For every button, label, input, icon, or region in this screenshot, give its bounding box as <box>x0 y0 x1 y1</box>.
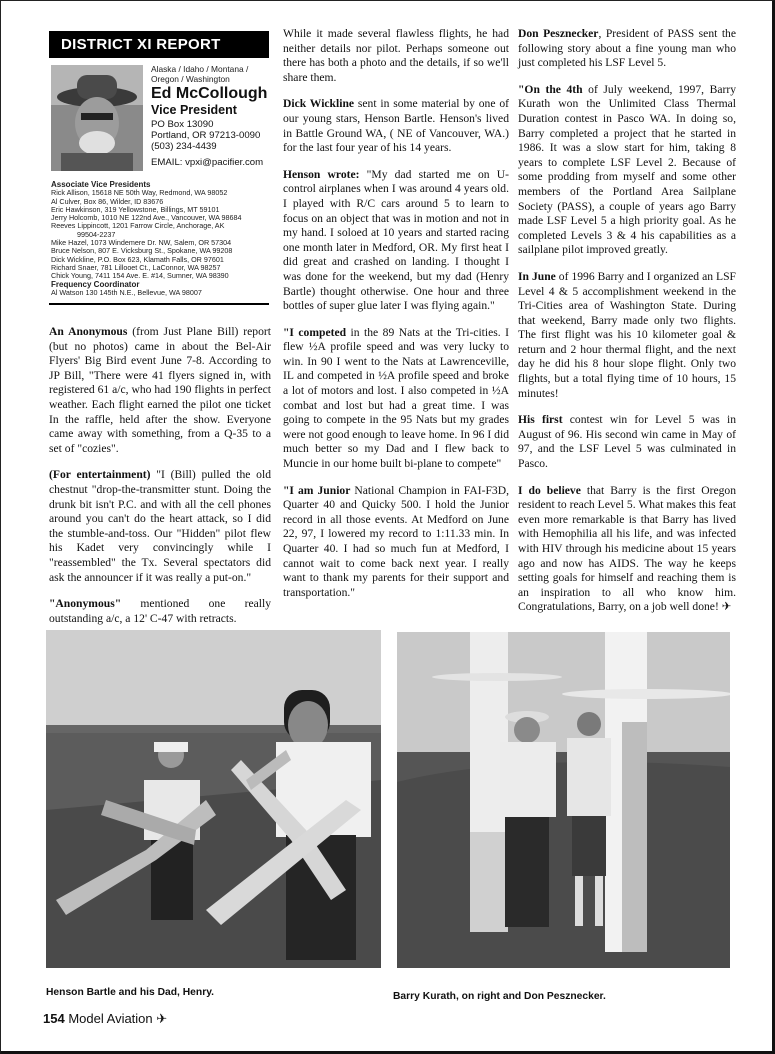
assoc-line: Bruce Nelson, 807 E. Vicksburg St., Spokane, WA 99208 <box>51 246 233 256</box>
page-number: 154 <box>43 1011 65 1026</box>
paragraph: Henson wrote: "My dad started me on U-control airplanes when I was around 4 years old. I played with R/C cars around 5 to learn to focus on an object that was in motion and not in my hand. I soloed at 10 years and started racing one month later in Medford, OR. My first heat I did great and crashed on landing. I thought I was done for the weekend, but my dad (Henry Bartle) thought otherwise. One hour and three bottles of super glue later I was flying again." <box>283 167 509 313</box>
paragraph: Dick Wickline sent in some material by one of our young stars, Henson Bartle. Henson's lived in Battle Ground WA, ( NE of Vancouver, WA.) for the last four year of his 14 years. <box>283 97 509 155</box>
column-2 <box>283 27 509 612</box>
vp-address: PO Box 13090 Portland, OR 97213-0090 (503) 234-4439 <box>151 119 261 152</box>
page-footer <box>43 1011 167 1027</box>
assoc-line: Rick Allison, 15618 NE 50th Way, Redmond, WA 98052 <box>51 188 228 198</box>
vp-name: Ed McCollough <box>151 85 268 102</box>
caption-left: Henson Bartle and his Dad, Henry. <box>46 987 215 998</box>
section-title: DISTRICT XI REPORT <box>49 31 269 58</box>
column-3 <box>518 27 736 627</box>
assoc-line: 99504-2237 <box>77 229 116 239</box>
vp-contact-block <box>151 64 276 168</box>
assoc-heading: Associate Vice Presidents <box>51 180 151 189</box>
assoc-line: Chick Young, 7411 154 Ave. E. #14, Sumner, WA 98390 <box>51 271 229 281</box>
paragraph: "Anonymous" mentioned one really outstanding a/c, a 12' C-47 with retracts. <box>49 597 271 625</box>
column-1 <box>49 325 271 638</box>
paragraph: I do believe that Barry is the first Oregon resident to reach Level 5. What makes this feat even more remarkable is that Barry has lived with Hemophilia all his life, and was infected with HIV through his medicine about 15 years ago and now has AIDS. The way he keeps setting goals for himself and reaching them is an inspiration to all who know him. Congratulations, Barry, on a job well done! ✈ <box>518 483 737 614</box>
district-states: Alaska / Idaho / Montana / Oregon / Washington <box>151 64 249 84</box>
paragraph: An Anonymous (from Just Plane Bill) report (but no photos) came in about the Bel-Air Flyers' Big Bird event June 7-8. According to JP Bill, "There were 41 flyers signed in, with registered 61 a/c, who had 190 flights in perfect weather. Each flight earned the pilot one ticket In the raffle, held after the show. Everyone came away with something, from a Q-35 to a set of "cozies". <box>49 325 271 455</box>
assoc-line: Dick Wickline, P.O. Box 623, Klamath Falls, OR 97601 <box>51 254 224 264</box>
assoc-line: Mike Hazel, 1073 Windemere Dr. NW, Salem, OR 57304 <box>51 238 232 248</box>
assoc-line: Richard Snaer, 781 Lillooet Ct., LaConnor, WA 98257 <box>51 262 221 272</box>
paragraph: Don Pesznecker, President of PASS sent the following story about a fine young man who just completed his LSF Level 5. <box>518 27 736 70</box>
photo-barry-and-don <box>397 632 730 968</box>
assoc-line: Reeves Lippincott, 1201 Farrow Circle, Anchorage, AK <box>51 221 225 231</box>
assoc-line: Al Culver, Box 86, Wilder, ID 83676 <box>51 196 164 206</box>
paragraph: While it made several flawless flights, he had neither details nor pilot. Perhaps someone out there has both a photo and the details, if so we'll share them. <box>283 27 509 84</box>
paragraph: In June of 1996 Barry and I organized an LSF Level 4 & 5 accomplishment weekend in the Tri-Cities area of Washington State. During that weekend, Barry made only two flights. The first flight was his 10 kilometer goal & return and 2 hour thermal flight, and the next day he did his 8 hour slope flight. Only two flights, but a total flying time of 10 hours, 15 minutes! <box>518 269 736 400</box>
vp-title: Vice President <box>151 103 237 117</box>
vp-portrait-photo <box>51 65 143 171</box>
assoc-line: Jerry Holcomb, 1010 NE 122nd Ave., Vancouver, WA 98684 <box>51 213 242 223</box>
caption-right: Barry Kurath, on right and Don Pesznecker. <box>393 991 606 1002</box>
freq-line: Al Watson 130 145th N.E., Bellevue, WA 98007 <box>51 287 202 297</box>
assoc-line: Eric Hawkinson, 319 Yellowstone, Billings, MT 59101 <box>51 204 220 214</box>
divider <box>49 303 269 305</box>
paragraph: "I am Junior National Champion in FAI-F3D, Quarter 40 and Quicky 500. I hold the Junior record in all those events. At Medford on June 22, 97, I lowered my record to 1:11.33 min. In Quarter 40. I had so much fun at Medford, I cannot wait to come back next year. I really want to thank my parents for their support and transportation." <box>283 483 509 599</box>
magazine-name: Model Aviation ✈ <box>68 1011 168 1026</box>
paragraph: His first contest win for Level 5 was in August of 96. His second win came in May of 97, and the LSF Level 5 was culminated in Pasco. <box>518 413 736 471</box>
associate-vps-list <box>51 181 271 297</box>
vp-email: EMAIL: vpxi@pacifier.com <box>151 157 264 168</box>
freq-heading: Frequency Coordinator <box>51 279 140 289</box>
paragraph: "I competed in the 89 Nats at the Tri-cities. I flew ½A profile speed and was very lucky to win. In 90 I went to the Nats at Lawrenceville, IL and competed in ½A profile speed and broke a lot of motors and lost. I also competed in ½A combat and lost but had a great time. I was going to compete in the 95 Nats but my grades were not good enough to leave home. In 96 I did much better so my Dad and I flew back to Muncie in our home built bi-plane to compete" <box>283 325 509 471</box>
paragraph: "On the 4th of July weekend, 1997, Barry Kurath won the Unlimited Class Thermal Duration contest in Pasco WA. In doing so, Barry completed a project that he started in 1986. It was a slow start for him, taking 8 years to complete LSF Level 2. Because of some prodding from myself and some other members of the Portland Area Sailplane Society (PASS), a couple of years ago Barry made LSF Level 5 a high priority goal. As he completed Levels 3 & 4 his capabilities as a sailplane pilot improved greatly. <box>518 82 737 257</box>
paragraph: (For entertainment) "I (Bill) pulled the old chestnut "drop-the-transmitter stunt. Doing the drunk bit isn't P.C. and with all the cell phones around you can't do the heart attack, so I did the stumble-and-toss. Our "Hidden" pilot flew his Kadet very convincingly while I "reassembled" the Tx. Several spectators did ask the announcer if it was really a put-on." <box>49 468 271 584</box>
photo-henson-and-dad <box>46 630 381 968</box>
